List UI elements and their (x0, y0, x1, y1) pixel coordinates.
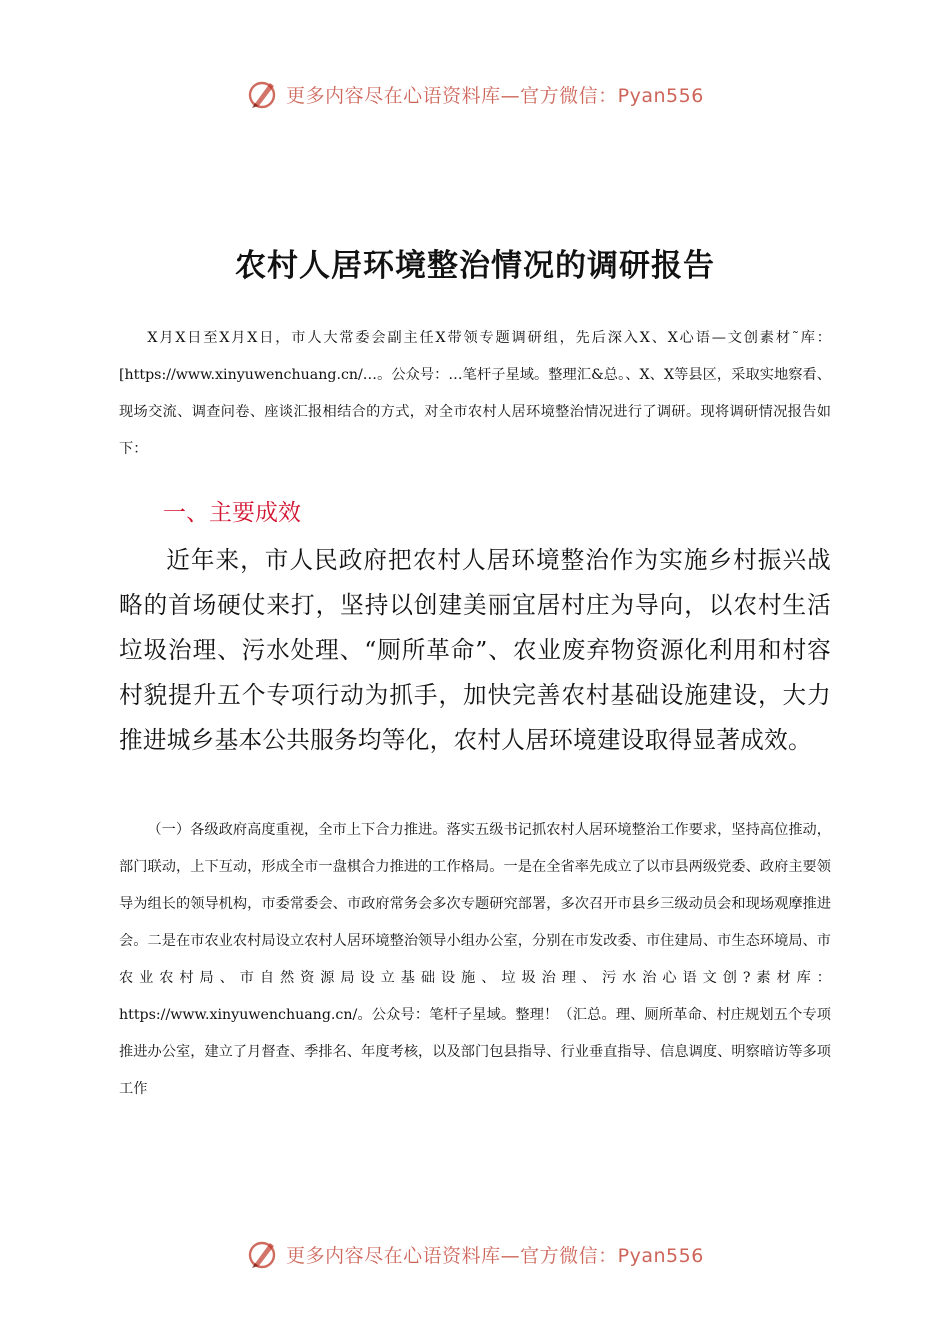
intro-paragraph: X月X日至X月X日，市人大常委会副主任X带领专题调研组，先后深入X、X心语—文创素材˜库：[https://www.xinyuwenchuang.cn/…。公众号：…笔杆子星域。整理汇&总。、X、X等县区，采取实地察看、现场交流、调查问卷、座谈汇报相结合的方式，对全市农村人居环境整治情况进行了调研。现将调研情况报告如下： (119, 330, 831, 457)
document-title: 农村人居环境整治情况的调研报告 (235, 248, 715, 284)
subsection-paragraph: （一）各级政府高度重视，全市上下合力推进。落实五级书记抓农村人居环境整治工作要求，坚持高位推动，部门联动，上下互动，形成全市一盘棋合力推进的工作格局。一是在全省率先成立了以市县两级党委、政府主要领导为组长的领导机构，市委常委会、市政府常务会多次专题研究部署，多次召开市县乡三级动员会和现场观摩推进会。二是在市农业农村局设立农村人居环境整治领导小组办公室，分别在市发改委、市住建局、市生态环境局、市农业农村局、市自然资源局设立基础设施、垃圾治理、污水治心语文创?素材库：https://www.xinyuwenchuang.cn/。公众号：笔杆子星域。整理！（汇总。理、厕所革命、村庄规划五个专项推进办公室，建立了月督查、季排名、年度考核，以及部门包县指导、行业垂直指导、信息调度、明察暗访等多项工作 (119, 822, 831, 1097)
watermark-footer (0, 1234, 950, 1274)
section-heading: 一、主要成效 (163, 500, 301, 526)
pen-logo-icon (246, 77, 280, 111)
watermark-header (0, 74, 950, 114)
watermark-text: 更多内容尽在心语资料库—官方微信：Pyan556 (286, 84, 704, 107)
watermark-text: 更多内容尽在心语资料库—官方微信：Pyan556 (286, 1244, 704, 1267)
pen-logo-icon (246, 1237, 280, 1271)
section-lead-paragraph: 近年来，市人民政府把农村人居环境整治作为实施乡村振兴战略的首场硬仗来打，坚持以创建美丽宜居村庄为导向，以农村生活垃圾治理、污水处理、“厕所革命”、农业废弃物资源化利用和村容村貌提升五个专项行动为抓手，加快完善农村基础设施建设，大力推进城乡基本公共服务均等化，农村人居环境建设取得显著成效。 (119, 546, 831, 754)
